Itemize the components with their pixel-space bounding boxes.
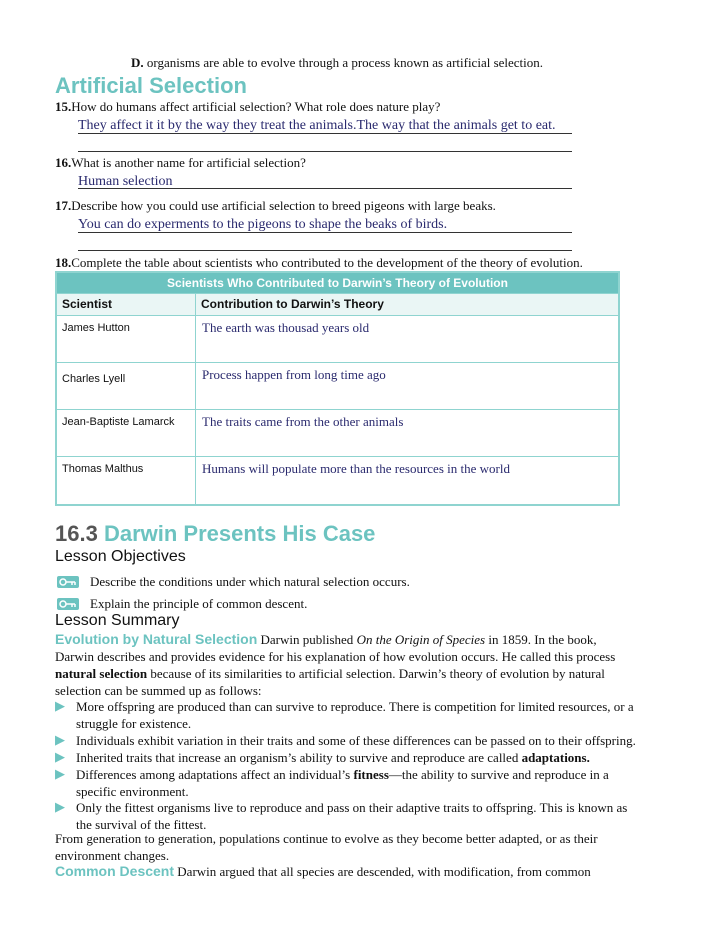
top-answer-line <box>131 55 543 71</box>
bullet-text: Only the fittest organisms live to reproduce and pass on their adaptive traits to offspring. This is known as <box>76 800 628 815</box>
contribution-cell[interactable]: The traits came from the other animals <box>196 410 620 457</box>
column-header-contribution: Contribution to Darwin’s Theory <box>196 294 620 316</box>
paragraph-text: environment changes. <box>55 848 170 863</box>
answer-line <box>78 250 572 251</box>
common-descent-paragraph <box>55 863 591 880</box>
answer-line <box>78 133 572 134</box>
table-row <box>56 316 619 363</box>
scientists-table <box>55 271 620 506</box>
paragraph-text: Darwin describes and provides evidence for his explanation of how evolution occurs. He called this process <box>55 649 616 664</box>
closing-paragraph <box>55 830 598 864</box>
scientist-name: Jean-Baptiste Lamarck <box>56 410 196 457</box>
question-16 <box>55 155 306 171</box>
section-number: 16.3 <box>55 521 98 546</box>
question-text: Describe how you could use artificial selection to breed pigeons with large beaks. <box>71 198 496 213</box>
triangle-bullet-icon: ▶ <box>55 799 65 814</box>
triangle-bullet-icon: ▶ <box>55 766 65 781</box>
question-18 <box>55 255 583 271</box>
bullet-text: struggle for existence. <box>76 716 192 731</box>
term-fitness: fitness <box>353 767 389 782</box>
answer-line <box>78 188 572 189</box>
question-number: 18. <box>55 255 72 270</box>
answer-line <box>78 232 572 233</box>
question-text: What is another name for artificial selection? <box>71 155 306 170</box>
book-title: On the Origin of Species <box>356 632 486 647</box>
bullet-text: Inherited traits that increase an organism’s ability to survive and reproduce are called <box>76 750 522 765</box>
question-number: 16. <box>55 155 72 170</box>
paragraph-text: Darwin published <box>257 632 357 647</box>
term-natural-selection: natural selection <box>55 666 148 681</box>
contribution-cell[interactable]: Process happen from long time ago <box>196 363 620 410</box>
bullet-text: specific environment. <box>76 784 189 799</box>
paragraph-text: From generation to generation, populations continue to evolve as they become better adapted, or as their <box>55 831 598 846</box>
option-text: organisms are able to evolve through a process known as artificial selection. <box>143 55 544 70</box>
question-number: 17. <box>55 198 72 213</box>
objective-item: Explain the principle of common descent. <box>90 596 308 611</box>
triangle-bullet-icon: ▶ <box>55 749 65 764</box>
list-item <box>76 766 609 800</box>
answer-line <box>78 151 572 152</box>
section-title: Darwin Presents His Case <box>103 521 376 546</box>
common-descent-subhead: Common Descent <box>55 863 175 879</box>
term-adaptations: adaptations. <box>521 750 590 765</box>
question-text: Complete the table about scientists who contributed to the development of the theory of evolution. <box>71 255 583 270</box>
triangle-bullet-icon: ▶ <box>55 698 65 713</box>
column-header-scientist: Scientist <box>56 294 196 316</box>
paragraph-text: because of its similarities to artificial selection. Darwin’s theory of evolution by natural <box>147 666 605 681</box>
contribution-cell[interactable]: The earth was thousad years old <box>196 316 620 363</box>
answer-16[interactable]: Human selection <box>78 174 173 189</box>
list-item <box>76 749 590 766</box>
question-text: How do humans affect artificial selection? What role does nature play? <box>71 99 441 114</box>
answer-15[interactable]: They affect it it by the way they treat the animals.The way that the animals get to eat. <box>78 118 556 133</box>
bullet-text: —the ability to survive and reproduce in a <box>388 767 609 782</box>
lesson-objectives-heading: Lesson Objectives <box>55 548 186 565</box>
paragraph-text: selection can be summed up as follows: <box>55 683 262 698</box>
table-row <box>56 363 619 410</box>
key-icon <box>57 576 79 588</box>
list-item <box>76 799 627 833</box>
section-heading-artificial-selection: Artificial Selection <box>55 73 247 98</box>
key-icon <box>57 598 79 610</box>
bullet-text: Differences among adaptations affect an individual’s <box>76 767 354 782</box>
paragraph-text: Darwin argued that all species are descended, with modification, from common <box>174 864 591 879</box>
scientist-name: Charles Lyell <box>56 363 196 410</box>
lesson-summary-heading: Lesson Summary <box>55 612 180 629</box>
contribution-cell[interactable]: Humans will populate more than the resources in the world <box>196 457 620 505</box>
evolution-subhead: Evolution by Natural Selection <box>55 631 258 647</box>
table-caption: Scientists Who Contributed to Darwin’s Theory of Evolution <box>56 272 619 294</box>
answer-17[interactable]: You can do experments to the pigeons to shape the beaks of birds. <box>78 217 448 232</box>
objective-item: Describe the conditions under which natural selection occurs. <box>90 574 410 589</box>
question-15 <box>55 99 440 115</box>
table-row <box>56 410 619 457</box>
section-heading-16-3 <box>55 521 375 547</box>
scientist-name: James Hutton <box>56 316 196 363</box>
bullet-text: More offspring are produced than can survive to reproduce. There is competition for limited resources, or a <box>76 699 634 714</box>
paragraph-text: in 1859. In the book, <box>485 632 597 647</box>
question-17 <box>55 198 496 214</box>
scientist-name: Thomas Malthus <box>56 457 196 505</box>
question-number: 15. <box>55 99 72 114</box>
evolution-paragraph <box>55 631 675 699</box>
bullet-text: the survival of the fittest. <box>76 817 207 832</box>
option-letter: D. <box>131 55 144 70</box>
list-item <box>76 698 634 732</box>
table-row <box>56 457 619 505</box>
triangle-bullet-icon: ▶ <box>55 732 65 747</box>
list-item: Individuals exhibit variation in their traits and some of these differences can be passed on to their offspring. <box>76 733 636 748</box>
